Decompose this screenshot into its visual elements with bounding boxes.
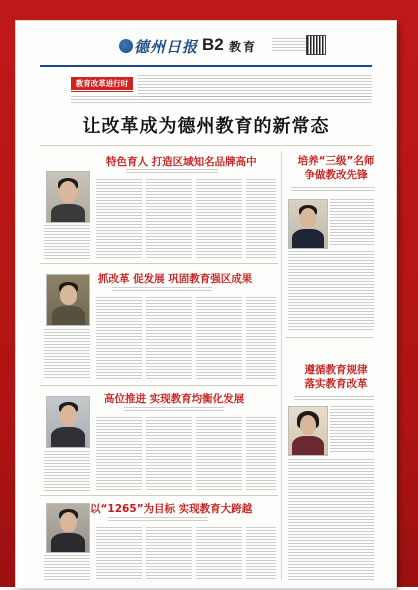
sidebar-1-photo	[288, 199, 328, 249]
intro-text-2	[71, 96, 372, 105]
article-2-text-a	[44, 329, 90, 379]
masthead	[16, 21, 396, 63]
article-2-byline	[112, 287, 212, 291]
article-2-photo	[46, 274, 90, 326]
sidebar-1-rule	[286, 337, 374, 338]
article-4-photo	[46, 503, 90, 553]
sidebar-1-title	[286, 154, 386, 182]
article-1-rule	[40, 263, 278, 264]
article-4-text-b	[96, 527, 142, 581]
sidebar-2-title	[286, 363, 386, 391]
page-headline: 让改革成为德州教育的新常态	[82, 116, 330, 137]
article-1-text-d	[196, 179, 242, 259]
column-divider	[281, 151, 282, 581]
article-1-photo	[46, 171, 90, 223]
article-2-rule	[40, 385, 278, 386]
article-2-text-b	[96, 297, 142, 379]
sidebar-2-title-line1: 遵循教育规律	[304, 364, 368, 376]
article-4-text-a	[44, 555, 90, 581]
article-3-byline	[124, 407, 224, 411]
sidebar-2-text-a	[330, 406, 374, 454]
article-1-text-e	[246, 179, 276, 259]
article-1-title: 特色育人 打造区域知名品牌高中	[106, 156, 257, 168]
headline-rule	[40, 145, 372, 146]
sidebar-1-text-a	[330, 199, 374, 247]
article-4-text-d	[196, 527, 242, 581]
masthead-rule	[40, 65, 372, 67]
article-3-text-e	[246, 417, 276, 491]
article-3-text-a	[44, 451, 90, 491]
article-1-text-b	[96, 179, 142, 259]
sidebar-2-text-b	[288, 459, 374, 581]
article-3-title: 高位推进 实现教育均衡化发展	[104, 393, 245, 405]
article-4-text-c	[146, 527, 192, 581]
newspaper-logo: 德州日报	[134, 38, 199, 56]
sidebar-2-title-line2: 落实教育改革	[304, 378, 368, 390]
article-3-text-c	[146, 417, 192, 491]
article-2-text-e	[246, 297, 276, 379]
article-1-text-c	[146, 179, 192, 259]
article-4-title: 以“1265”为目标 实现教育大跨越	[90, 503, 253, 515]
article-4-byline	[108, 517, 208, 521]
column-tag: 教育改革进行时	[71, 77, 133, 90]
qr-code-icon	[306, 35, 326, 55]
article-4-text-e	[246, 527, 276, 581]
sidebar-1-byline	[291, 187, 375, 191]
sidebar-1-text-b	[288, 251, 374, 331]
page-code: B2	[202, 35, 224, 54]
article-1-text-a	[44, 225, 90, 259]
article-2-title: 抓改革 促发展 巩固教育强区成果	[98, 273, 253, 285]
sidebar-2-byline	[294, 396, 374, 400]
column-tag-rule	[71, 91, 133, 92]
sidebar-2-photo	[288, 406, 328, 456]
article-3-photo	[46, 396, 90, 448]
article-1-byline	[126, 169, 218, 173]
section-name: 教育	[229, 40, 258, 54]
sidebar-1-title-line2: 争做教改先锋	[304, 169, 368, 181]
newspaper-page	[15, 20, 397, 589]
sidebar-1-title-line1: 培养“三级”名师	[297, 155, 375, 167]
article-2-text-c	[146, 297, 192, 379]
newspaper-logo-icon	[119, 39, 133, 53]
article-3-rule	[40, 495, 278, 496]
article-3-text-b	[96, 417, 142, 491]
article-3-text-d	[196, 417, 242, 491]
article-2-text-d	[196, 297, 242, 379]
